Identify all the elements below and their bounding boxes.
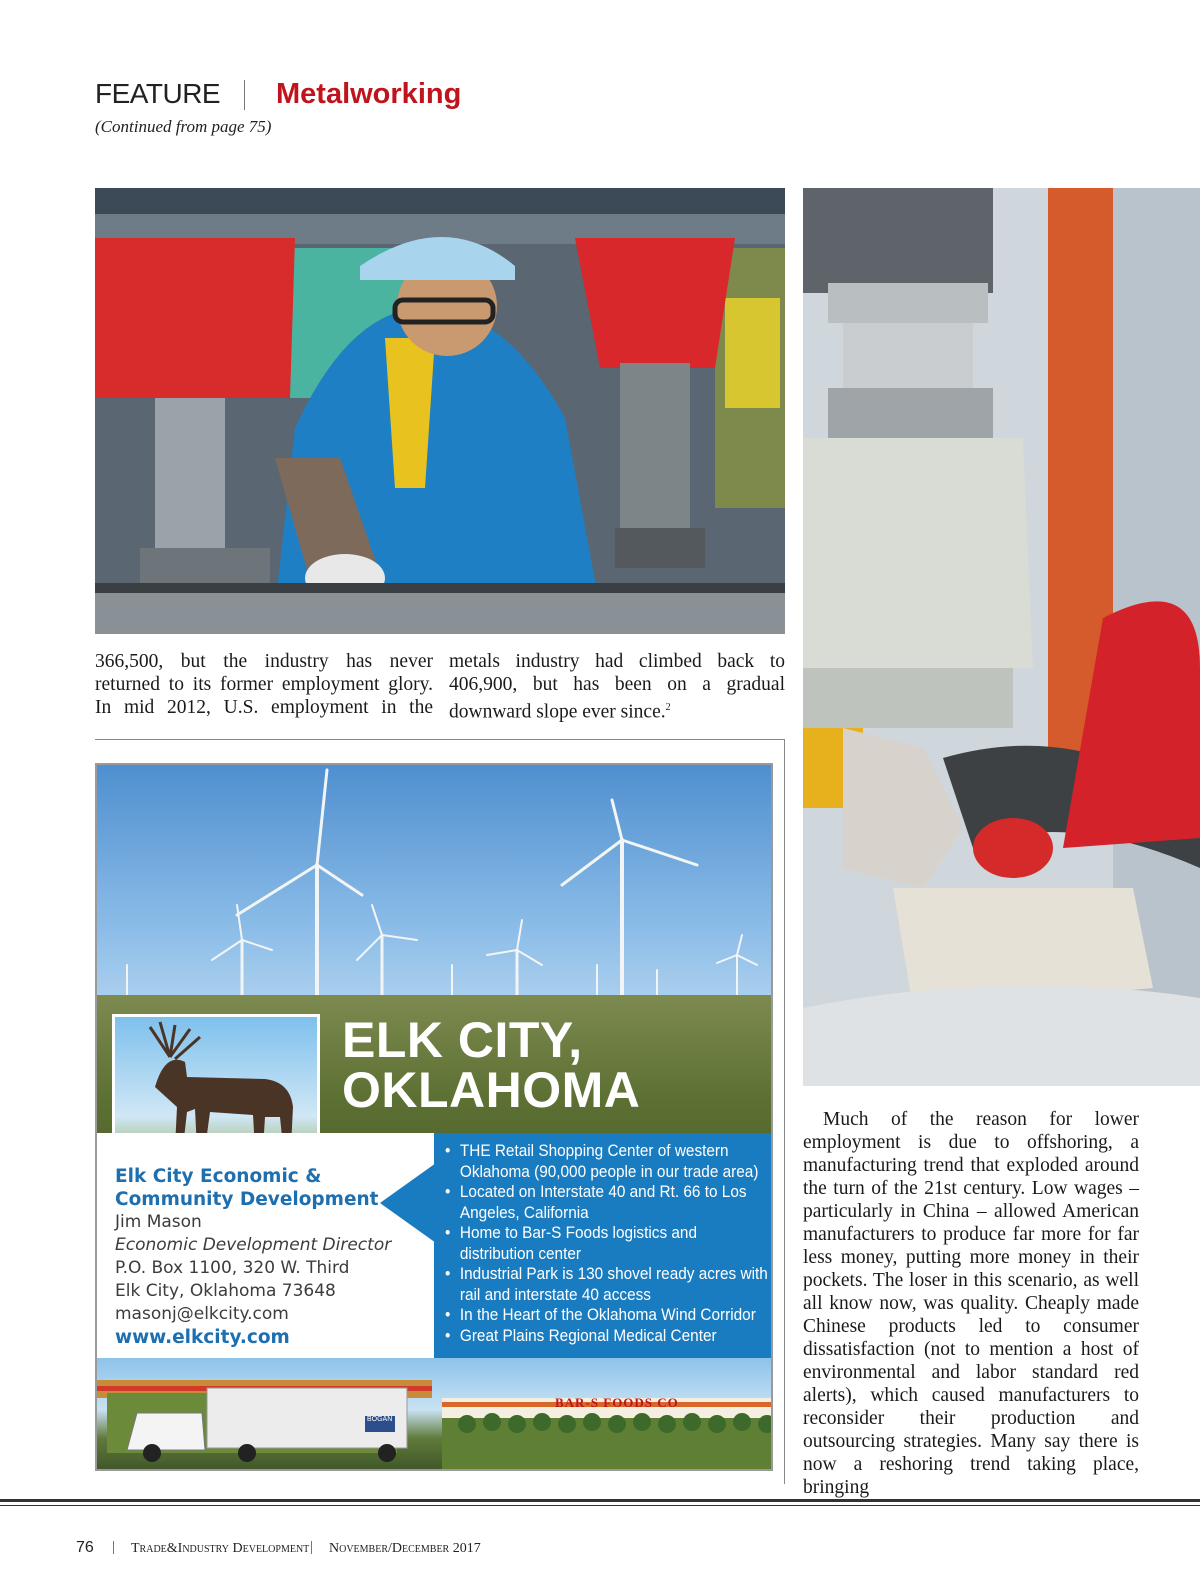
feature-label: FEATURE (95, 78, 221, 109)
publication-name: Trade&Industry Development (131, 1541, 310, 1556)
ad-bottom-photos (97, 1358, 771, 1471)
ad-bullet-item: • THE Retail Shopping Center of western Oklahoma (90,000 people in our trade area) (445, 1141, 773, 1182)
ad-email-link[interactable]: masonj@elkcity.com (115, 1304, 289, 1324)
ad-bullet-list (445, 1141, 773, 1346)
ad-website-link[interactable]: www.elkcity.com (115, 1327, 290, 1348)
ad-org-line-1: Elk City Economic & (115, 1166, 322, 1187)
elk-city-advertisement (95, 763, 773, 1471)
issue-date: November/December 2017 (329, 1541, 481, 1556)
article-column-2 (449, 650, 785, 724)
header-divider (244, 80, 245, 110)
worker-press-photo (95, 188, 785, 634)
ad-bullet-item: • Home to Bar-S Foods logistics and distribution center (445, 1223, 773, 1264)
ad-contact-name: Jim Mason (115, 1212, 202, 1232)
page-number: 76 (76, 1539, 94, 1556)
ad-contact-block (115, 1165, 391, 1349)
ad-bullet-item: • In the Heart of the Oklahoma Wind Corridor (445, 1305, 773, 1326)
article-column-2-text: metals industry had climbed back to 406,900, but has been on a gradual downward slope ever since. (449, 651, 785, 723)
section-title: Metalworking (276, 78, 462, 110)
ad-title (342, 1012, 641, 1118)
ad-address-line-2: Elk City, Oklahoma 73648 (115, 1281, 336, 1301)
continued-note: (Continued from page 75) (95, 117, 272, 136)
machine-press-photo (803, 188, 1200, 1086)
footnote-marker: 2 (665, 702, 671, 713)
ad-bullet-item: • Industrial Park is 130 shovel ready acres with rail and interstate 40 access (445, 1264, 773, 1305)
footer-separator: | (112, 1539, 116, 1555)
ad-org-line-2: Community Development (115, 1189, 379, 1210)
article-column-3: Much of the reason for lower employment is due to offshoring, a manufacturing trend that exploded around the turn of the 21st century. Low wages – particularly in China – allowed American manufacturers to produce far more for far less money, putting more money in their pockets. The loser in this scenario, as well all know now, was quality. Cheaply made Chinese products led to consumer dissatisfaction (not to mention a host of environmental and labor standard red alerts), which caused manufacturers to reconsider their production and outsourcing strategies. Many say there is now a reshoring trend taking place, bringing (803, 1109, 1139, 1498)
wind-turbines-illustration (97, 765, 773, 1005)
truck-logo: BOGAN (367, 1416, 393, 1423)
ad-contact-title: Economic Development Director (115, 1235, 392, 1255)
ad-top-rule (95, 739, 785, 740)
bar-s-building-sign: BAR-S FOODS CO (555, 1395, 679, 1410)
ad-address-line-1: P.O. Box 1100, 320 W. Third (115, 1258, 350, 1278)
footer-separator: | (310, 1539, 314, 1555)
ad-bullet-item: • Located on Interstate 40 and Rt. 66 to Los Angeles, California (445, 1182, 773, 1223)
footer-rule-thin (0, 1505, 1200, 1506)
ad-right-rule (784, 739, 785, 1484)
footer-rule-thick (0, 1499, 1200, 1502)
ad-title-line-2: OKLAHOMA (342, 1062, 641, 1118)
ad-bullet-item: • Great Plains Regional Medical Center (445, 1326, 773, 1347)
article-column-1: 366,500, but the industry has never returned to its former employment glory. In mid 2012, U.S. employment in the (95, 651, 433, 718)
ad-title-line-1: ELK CITY, (342, 1012, 583, 1068)
